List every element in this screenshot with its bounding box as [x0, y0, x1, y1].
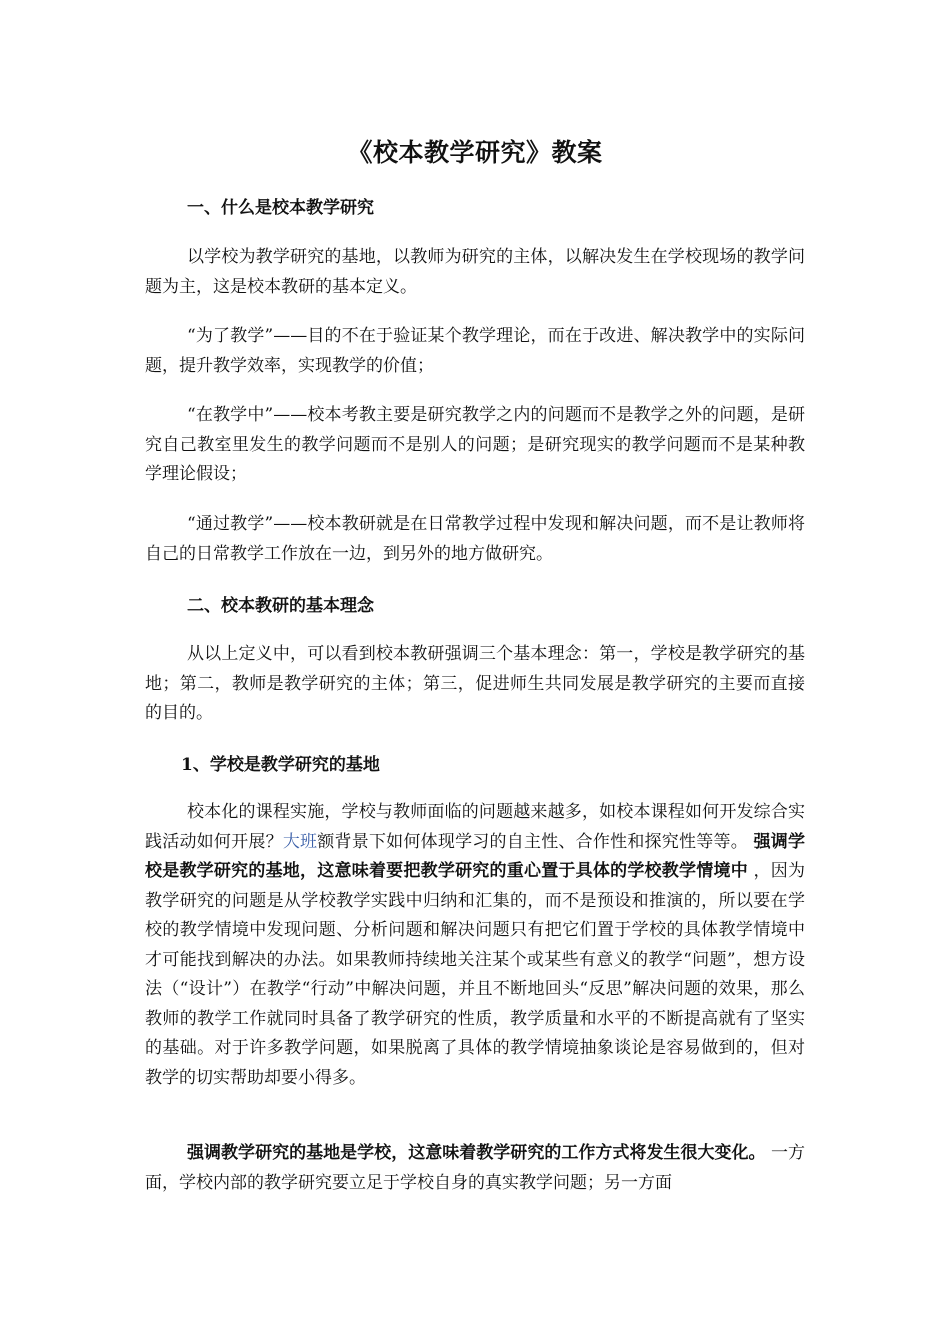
paragraph-text: 额背景下如何体现学习的自主性、合作性和探究性等等。 — [317, 831, 754, 852]
paragraph-basic-concepts: 从以上定义中，可以看到校本教研强调三个基本理念：第一，学校是教学研究的基地；第二，教师是教学研究的主体；第三，促进师生共同发展是教学研究的主要而直接的目的。 — [145, 644, 805, 723]
paragraph-in-teaching: “在教学中”——校本考教主要是研究教学之内的问题而不是教学之外的问题，是研究自己教室里发生的教学问题而不是别人的问题；是研究现实的教学问题而不是某种教学理论假设； — [145, 405, 805, 484]
paragraph-text: 一方面，学校内部的教学研究要立足于学校自身的真实教学问题；另一方面 — [145, 1143, 805, 1193]
emphasis-text: 强调教学研究的基地是学校，这意味着教学研究的工作方式将发生很大变化。 — [187, 1143, 766, 1163]
inline-link[interactable]: 大班 — [282, 831, 318, 852]
document-title: 《校本教学研究》教案 — [347, 138, 603, 167]
section-heading-1: 一、什么是校本教学研究 — [187, 198, 374, 218]
paragraph-through-teaching: “通过教学”——校本教研就是在日常教学过程中发现和解决问题，而不是让教师将自己的日常教学工作放在一边，到另外的地方做研究。 — [145, 514, 805, 564]
paragraph-definition: 以学校为教学研究的基地，以教师为研究的主体，以解决发生在学校现场的教学问题为主，这是校本教研的基本定义。 — [145, 247, 805, 297]
paragraph-work-mode — [145, 1139, 805, 1198]
paragraph-school-base — [145, 798, 805, 1093]
subsection-heading-1: 1、学校是教学研究的基地 — [181, 755, 380, 775]
paragraph-for-teaching: “为了教学”——目的不在于验证某个教学理论，而在于改进、解决教学中的实际问题，提升教学效率，实现教学的价值； — [145, 326, 805, 376]
paragraph-text: ，因为教学研究的问题是从学校教学实践中归纳和汇集的，而不是预设和推演的，所以要在学校的教学情境中发现问题、分析问题和解决问题只有把它们置于学校的具体教学情境中才可能找到解决的办法。如果教师持续地关注某个或某些有意义的教学“问题”，想方设法（“设计”）在教学“行动”中解决问题，并且不断地回头“反思”解决问题的效果，那么教师的教学工作就同时具备了教学研究的性质，教学质量和水平的不断提高就有了坚实的基础。对于许多教学问题，如果脱离了具体的教学情境抽象谈论是容易做到的，但对教学的切实帮助却要小得多。 — [145, 861, 806, 1088]
section-heading-2: 二、校本教研的基本理念 — [187, 596, 374, 616]
paragraph-text: 校本化的课程实施，学校与教师面临的问题越来越多，如校本课程如何开发综合实践活动如何开展？ — [145, 802, 805, 852]
emphasis-text: 强调学校是教学研究的基地，这意味着要把教学研究的重心置于具体的学校教学情境中 — [145, 831, 806, 881]
